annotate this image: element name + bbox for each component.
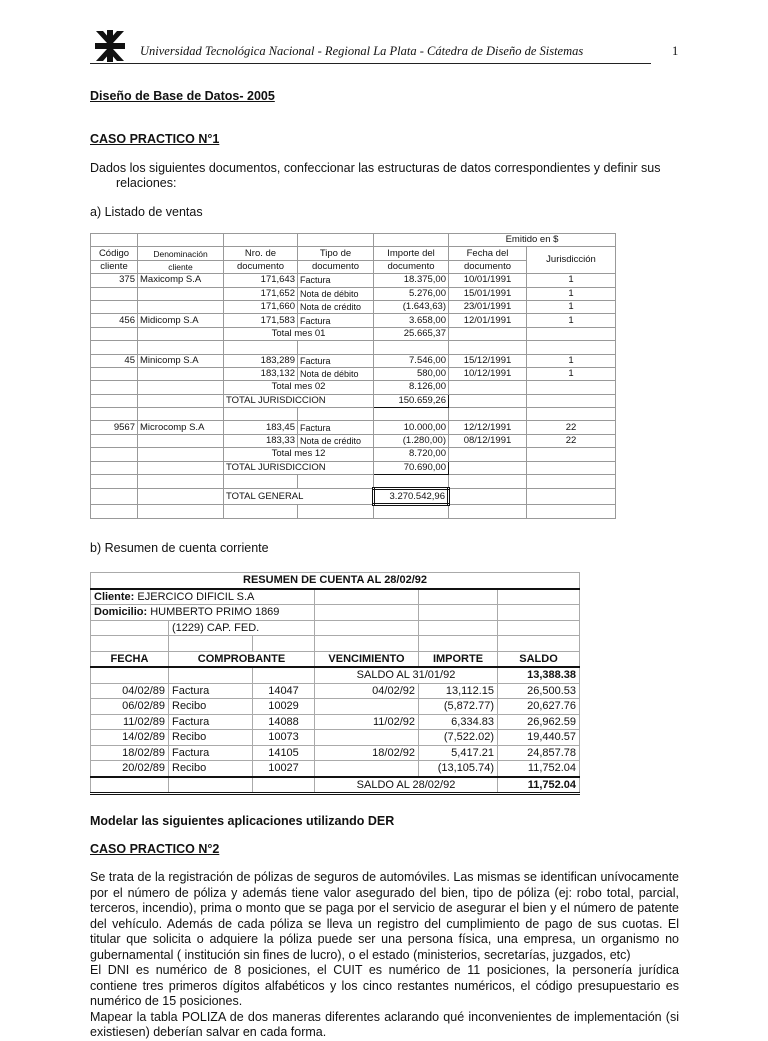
sales-cell [138, 381, 224, 394]
case1-intro-line1: Dados los siguientes documentos, confeccionar las estructuras de datos correspondientes y definir sus [90, 161, 661, 175]
client-value: EJERCICO DIFICIL S.A [137, 590, 255, 603]
header-codigo: Código [91, 247, 138, 260]
col-vencimiento: VENCIMIENTO [315, 651, 419, 667]
sales-cell: Factura [298, 354, 374, 367]
sales-cell [527, 381, 616, 394]
page-number: 1 [672, 44, 679, 58]
case2-line: gubernamental ( institución sin fines de lucro), o el estado (ministerios, secretarías, juzgados, etc) [90, 947, 631, 962]
sales-cell: 12/12/1991 [449, 421, 527, 434]
sales-cell: 183,33 [224, 434, 298, 447]
sales-cell [91, 434, 138, 447]
account-cell: 04/02/92 [315, 683, 419, 699]
sales-cell: 150.659,26 [374, 394, 449, 407]
sales-cell: 1 [527, 314, 616, 327]
case2-line: existiesen) deberían salvar en cada forma. [90, 1025, 327, 1039]
account-cell: 10029 [253, 699, 315, 715]
header-tipo: Tipo de [298, 247, 374, 260]
sales-cell [449, 341, 527, 354]
sales-cell: 1 [527, 287, 616, 300]
sales-cell [298, 341, 374, 354]
sales-cell: 183,45 [224, 421, 298, 434]
sales-cell [138, 394, 224, 407]
header-importe: Importe del [374, 247, 449, 260]
sales-cell: Factura [298, 274, 374, 287]
sales-cell [91, 287, 138, 300]
case2-title: CASO PRACTICO N°2 [90, 842, 220, 856]
header-denominacion: Denominación [138, 247, 224, 260]
account-row [91, 730, 580, 746]
address-value: HUMBERTO PRIMO 1869 [150, 606, 280, 619]
account-cell: 14/02/89 [91, 730, 169, 746]
sales-cell: 08/12/1991 [449, 434, 527, 447]
sales-cell [527, 394, 616, 407]
sales-cell [527, 461, 616, 474]
sales-cell [527, 475, 616, 489]
closing-balance-label: SALDO AL 28/02/92 [315, 777, 498, 794]
sales-row [91, 287, 616, 300]
sales-cell: 23/01/1991 [449, 300, 527, 313]
sales-cell [138, 300, 224, 313]
account-cell: 6,334.83 [419, 714, 498, 730]
account-cell: Factura [169, 714, 253, 730]
header-tipo-2: documento [298, 260, 374, 273]
sales-cell [91, 461, 138, 474]
sales-row [91, 448, 616, 461]
sales-cell [91, 504, 138, 518]
header-nro: Nro. de [224, 247, 298, 260]
header-importe-2: documento [374, 260, 449, 273]
case1-title: CASO PRACTICO N°1 [90, 132, 220, 146]
account-cell: 14047 [253, 683, 315, 699]
case2-line: numérico de 15 posiciones. [90, 994, 243, 1008]
sales-cell: 1 [527, 300, 616, 313]
sales-row [91, 394, 616, 407]
sales-cell: 10.000,00 [374, 421, 449, 434]
opening-balance-value: 13,388.38 [498, 667, 580, 683]
sales-cell: Nota de débito [298, 287, 374, 300]
sales-cell [91, 341, 138, 354]
sales-cell [527, 341, 616, 354]
account-cell: 11,752.04 [498, 761, 580, 777]
sales-cell: 3.658,00 [374, 314, 449, 327]
sales-header-row-top [91, 234, 616, 247]
sales-cell: (1.643,63) [374, 300, 449, 313]
sales-row [91, 461, 616, 474]
sales-cell: Nota de débito [298, 367, 374, 380]
account-body [91, 683, 580, 777]
sales-cell: 171,583 [224, 314, 298, 327]
sales-cell [138, 287, 224, 300]
account-cell: 18/02/89 [91, 745, 169, 761]
sales-cell [527, 448, 616, 461]
sales-cell: 9567 [91, 421, 138, 434]
account-cell: 20/02/89 [91, 761, 169, 777]
case2-body [90, 870, 679, 1041]
account-cell: 20,627.76 [498, 699, 580, 715]
col-saldo: SALDO [498, 651, 580, 667]
sales-row [91, 314, 616, 327]
document-title: Diseño de Base de Datos- 2005 [90, 89, 275, 103]
section-a-label: a) Listado de ventas [90, 205, 203, 219]
account-cell: 14088 [253, 714, 315, 730]
sales-cell [91, 448, 138, 461]
sales-cell: 10/12/1991 [449, 367, 527, 380]
account-cell [315, 699, 419, 715]
sales-cell [138, 461, 224, 474]
sales-cell [138, 448, 224, 461]
sales-cell: 183,289 [224, 354, 298, 367]
sales-cell: 45 [91, 354, 138, 367]
sales-cell [91, 475, 138, 489]
sales-cell: 1 [527, 354, 616, 367]
sales-cell: Nota de crédito [298, 434, 374, 447]
account-address-row [91, 605, 580, 621]
sales-cell: 1 [527, 367, 616, 380]
sales-row [91, 274, 616, 287]
account-title-row [91, 573, 580, 589]
sales-cell [91, 367, 138, 380]
sales-cell: 3.270.542,96 [374, 489, 449, 504]
sales-row [91, 354, 616, 367]
sales-cell [449, 475, 527, 489]
sales-row [91, 434, 616, 447]
account-row [91, 745, 580, 761]
sales-cell: Nota de crédito [298, 300, 374, 313]
sales-cell [138, 327, 224, 340]
sales-cell: 25.665,37 [374, 327, 449, 340]
sales-header-row-1 [91, 247, 616, 260]
account-cell: 24,857.78 [498, 745, 580, 761]
sales-listing-table [90, 233, 616, 519]
sales-cell: Total mes 01 [224, 327, 374, 340]
sales-cell: 171,643 [224, 274, 298, 287]
sales-row [91, 341, 616, 354]
sales-cell: 171,660 [224, 300, 298, 313]
sales-cell: 15/01/1991 [449, 287, 527, 300]
account-cell: 04/02/89 [91, 683, 169, 699]
sales-cell [449, 504, 527, 518]
sales-row [91, 367, 616, 380]
case2-line: titular que solicita o adquiere la póliza puede ser una persona física, una empresa, un organismo no [90, 932, 679, 946]
sales-cell: 183,132 [224, 367, 298, 380]
sales-row [91, 504, 616, 518]
case1-intro-line2: relaciones: [116, 176, 177, 190]
sales-cell: Total mes 02 [224, 381, 374, 394]
case2-line: contiene tres primeros dígitos alfabéticos y los cinco restantes numéricos, el código presupuestario es [90, 978, 679, 993]
case2-line: Mapear la tabla POLIZA de dos maneras diferentes aclarando qué inconvenientes de implementación (si [90, 1009, 679, 1024]
sales-cell: Maxicomp S.A [138, 274, 224, 287]
sales-row [91, 381, 616, 394]
sales-cell: 456 [91, 314, 138, 327]
header-denominacion-2: cliente [138, 260, 224, 273]
sales-cell: 18.375,00 [374, 274, 449, 287]
model-heading: Modelar las siguientes aplicaciones utilizando DER [90, 814, 395, 828]
sales-cell [138, 408, 224, 421]
account-blank-row [91, 636, 580, 652]
account-header-row [91, 651, 580, 667]
sales-cell [91, 381, 138, 394]
account-cell: (5,872.77) [419, 699, 498, 715]
header-rule [90, 63, 651, 64]
sales-cell [224, 504, 298, 518]
closing-balance-value: 11,752.04 [498, 777, 580, 794]
sales-cell [449, 461, 527, 474]
account-cell: 14105 [253, 745, 315, 761]
account-cell: 10027 [253, 761, 315, 777]
account-cell: Factura [169, 745, 253, 761]
header-fecha: Fecha del [449, 247, 527, 260]
sales-cell [449, 394, 527, 407]
sales-cell [138, 367, 224, 380]
account-cell [315, 761, 419, 777]
col-comprobante: COMPROBANTE [169, 651, 315, 667]
header-fecha-2: documento [449, 260, 527, 273]
account-row [91, 761, 580, 777]
sales-cell [374, 475, 449, 489]
account-cell: 11/02/92 [315, 714, 419, 730]
sales-cell: 10/01/1991 [449, 274, 527, 287]
case2-line: del vehículo. Además de cada póliza se lleva un registro del cumplimiento de pago de sus cuotas. El [90, 916, 679, 931]
sales-cell [138, 475, 224, 489]
account-client-row [91, 589, 580, 605]
sales-cell [527, 489, 616, 504]
sales-cell: 22 [527, 434, 616, 447]
sales-cell [224, 341, 298, 354]
sales-cell: TOTAL JURISDICCION [224, 461, 374, 474]
account-cell: (13,105.74) [419, 761, 498, 777]
account-cell: Recibo [169, 699, 253, 715]
col-importe: IMPORTE [419, 651, 498, 667]
sales-body [91, 274, 616, 519]
sales-cell [527, 327, 616, 340]
sales-cell: 5.276,00 [374, 287, 449, 300]
account-cell: 26,500.53 [498, 683, 580, 699]
sales-cell [91, 489, 138, 504]
account-cell: 13,112.15 [419, 683, 498, 699]
sales-cell [138, 489, 224, 504]
sales-cell: 1 [527, 274, 616, 287]
col-fecha: FECHA [91, 651, 169, 667]
header-text: Universidad Tecnológica Nacional - Regional La Plata - Cátedra de Diseño de Sistemas [140, 44, 584, 58]
sales-row [91, 421, 616, 434]
sales-cell: 580,00 [374, 367, 449, 380]
closing-balance-row [91, 777, 580, 794]
sales-cell [91, 327, 138, 340]
sales-cell: 12/01/1991 [449, 314, 527, 327]
account-cell: 06/02/89 [91, 699, 169, 715]
sales-row [91, 408, 616, 421]
sales-cell: Factura [298, 421, 374, 434]
account-cell: 5,417.21 [419, 745, 498, 761]
sales-cell: Total mes 12 [224, 448, 374, 461]
sales-row [91, 300, 616, 313]
sales-cell [91, 394, 138, 407]
sales-cell: 171,652 [224, 287, 298, 300]
sales-cell [374, 341, 449, 354]
account-cell: 19,440.57 [498, 730, 580, 746]
sales-cell: 22 [527, 421, 616, 434]
sales-cell: 7.546,00 [374, 354, 449, 367]
account-cell: Recibo [169, 730, 253, 746]
opening-balance-label: SALDO AL 31/01/92 [315, 667, 498, 683]
sales-cell [138, 341, 224, 354]
account-cell [315, 730, 419, 746]
account-row [91, 683, 580, 699]
header-codigo-2: cliente [91, 260, 138, 273]
account-row [91, 714, 580, 730]
sales-cell [527, 408, 616, 421]
sales-cell: (1.280,00) [374, 434, 449, 447]
sales-cell [527, 504, 616, 518]
sales-cell [224, 408, 298, 421]
sales-cell: Microcomp S.A [138, 421, 224, 434]
sales-cell [449, 408, 527, 421]
case2-line: por el número de póliza y además tiene valor asegurado del bien, tipo de póliza (ej: robo total, parcial, [90, 885, 679, 900]
sales-row [91, 489, 616, 504]
sales-cell [298, 475, 374, 489]
sales-cell: 375 [91, 274, 138, 287]
sales-row [91, 327, 616, 340]
sales-cell: 15/12/1991 [449, 354, 527, 367]
case2-line: Se trata de la registración de pólizas de seguros de automóviles. Las mismas se identifican unívocamente [90, 870, 679, 884]
section-b-label: b) Resumen de cuenta corriente [90, 541, 269, 555]
account-cell: Factura [169, 683, 253, 699]
sales-cell: 8.720,00 [374, 448, 449, 461]
account-cell: 11/02/89 [91, 714, 169, 730]
sales-cell [449, 327, 527, 340]
account-cell: Recibo [169, 761, 253, 777]
sales-cell: Minicomp S.A [138, 354, 224, 367]
sales-cell [298, 504, 374, 518]
sales-cell: TOTAL GENERAL [224, 489, 374, 504]
sales-cell [298, 408, 374, 421]
opening-balance-row [91, 667, 580, 683]
sales-cell [374, 504, 449, 518]
account-cell: 18/02/92 [315, 745, 419, 761]
sales-cell [374, 408, 449, 421]
header-jurisdiccion: Jurisdicción [527, 247, 616, 274]
sales-cell [449, 448, 527, 461]
account-cell: 26,962.59 [498, 714, 580, 730]
sales-cell: Factura [298, 314, 374, 327]
account-summary-table [90, 572, 580, 795]
sales-cell: 70.690,00 [374, 461, 449, 474]
sales-row [91, 475, 616, 489]
sales-cell [91, 300, 138, 313]
account-address-row-2 [91, 620, 580, 636]
client-label: Cliente: [94, 590, 135, 603]
case2-line: El DNI es numérico de 8 posiciones, el CUIT es numérico de 11 posiciones, la personería jurídica [90, 963, 679, 977]
sales-cell [138, 504, 224, 518]
sales-cell [91, 408, 138, 421]
sales-cell: 8.126,00 [374, 381, 449, 394]
account-row [91, 699, 580, 715]
sales-cell [449, 381, 527, 394]
account-title: RESUMEN DE CUENTA AL 28/02/92 [91, 573, 580, 589]
case2-line: terceros, incendio), prima o monto que se paga por el servicio de asegurar el bien y el número de patente [90, 901, 679, 915]
group-header-emitido: Emitido en $ [449, 234, 616, 247]
header-nro-2: documento [224, 260, 298, 273]
account-cell: 10073 [253, 730, 315, 746]
sales-cell: TOTAL JURISDICCION [224, 394, 374, 407]
sales-cell [138, 434, 224, 447]
account-cell: (7,522.02) [419, 730, 498, 746]
address-label: Domicilio: [94, 606, 148, 619]
address-value-2: (1229) CAP. FED. [169, 620, 315, 636]
sales-cell [224, 475, 298, 489]
utn-logo-icon [93, 28, 127, 64]
sales-cell: Midicomp S.A [138, 314, 224, 327]
sales-cell [449, 489, 527, 504]
